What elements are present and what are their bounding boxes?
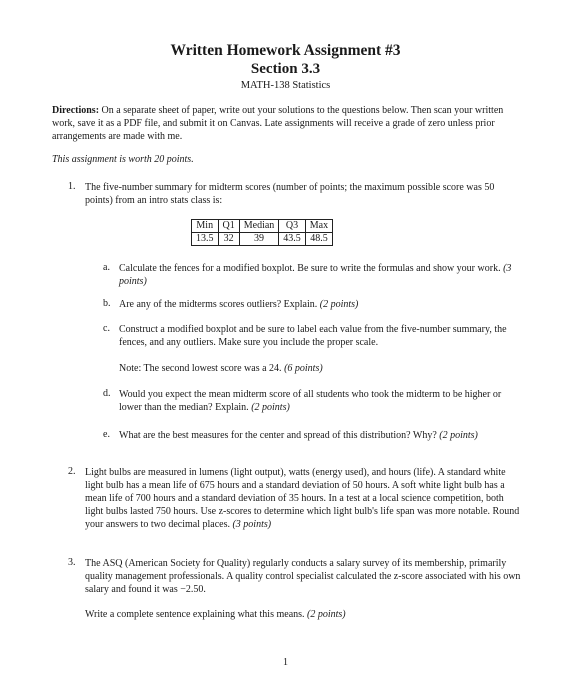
question-2-text: [85, 466, 521, 531]
question-3-points: (2 points): [307, 609, 346, 620]
note-text: Note: The second lowest score was a 24.: [119, 363, 282, 374]
table-header-cell: Q1: [218, 220, 239, 233]
assignment-title: Written Homework Assignment #3: [170, 42, 401, 59]
question-3-followup: [85, 608, 521, 621]
question-1-number: 1.: [68, 181, 76, 192]
part-c-text: Construct a modified boxplot and be sure to label each value from the five-number summary, the fences, and any outliers. Make sure you include the proper scale.: [119, 324, 507, 348]
part-d-text: [119, 388, 521, 414]
part-b-text: [119, 298, 521, 311]
course-name: MATH-138 Statistics: [240, 80, 331, 91]
directions-paragraph: [52, 104, 522, 143]
part-a-text: [119, 262, 521, 288]
five-number-summary-table: [191, 219, 333, 246]
points-worth-note: This assignment is worth 20 points.: [52, 154, 194, 165]
part-d-points: (2 points): [251, 402, 290, 413]
table-value-cell: 13.5: [192, 233, 219, 246]
part-b-label: b.: [103, 298, 111, 309]
part-e-points: (2 points): [439, 430, 478, 441]
table-value-cell: 43.5: [279, 233, 306, 246]
question-2-number: 2.: [68, 466, 76, 477]
table-value-row: [192, 233, 333, 246]
question-2-body: Light bulbs are measured in lumens (light output), watts (energy used), and hours (life). A standard white light bulb has a mean life of 675 hours and a standard deviation of 50 hours. A soft white light bulb has a mean life of 700 hours and a standard deviation of 35 hours. In a test at a local science competition, both light bulbs lasted 750 hours. Use z-scores to determine which light bulb's life span was more notable. Round your answers to two decimal places.: [85, 467, 520, 530]
table-value-cell: 39: [239, 233, 279, 246]
question-1-text: The five-number summary for midterm scores (number of points; the maximum possible score was 50 points) from an intro stats class is:: [85, 182, 495, 206]
table-header-row: [192, 220, 333, 233]
part-d-question: Would you expect the mean midterm score of all students who took the midterm to be higher or lower than the median? Explain.: [119, 389, 502, 413]
part-e-text: [119, 429, 529, 442]
question-3-followup-text: Write a complete sentence explaining what this means.: [85, 609, 305, 620]
table-value-cell: 32: [218, 233, 239, 246]
page-number: 1: [283, 657, 288, 668]
question-3-number: 3.: [68, 557, 76, 568]
part-e-label: e.: [103, 429, 110, 440]
table-header-cell: Max: [305, 220, 332, 233]
table-header-cell: Q3: [279, 220, 306, 233]
part-b-points: (2 points): [319, 299, 359, 310]
note-points: (6 points): [284, 363, 323, 374]
part-b-question: Are any of the midterms scores outliers? Explain.: [119, 299, 318, 310]
directions-text: On a separate sheet of paper, write out your solutions to the questions below. Then scan your written work, save it as a PDF file, and submit it on Canvas. Late assignments will receive a grade of zero unless prior arrangements are made with me.: [52, 105, 504, 142]
question-3-text: The ASQ (American Society for Quality) regularly conducts a salary survey of its membership, primarily quality management professionals. A quality control specialist calculated the z-score associated with his own salary and found it was −2.50.: [85, 558, 521, 595]
part-c-note: [119, 362, 521, 375]
part-c-label: c.: [103, 323, 110, 334]
section-title: Section 3.3: [250, 61, 321, 77]
part-a-label: a.: [103, 262, 110, 273]
part-a-points: (3 points): [119, 263, 512, 287]
directions-label: Directions:: [52, 105, 100, 116]
table-value-cell: 48.5: [305, 233, 332, 246]
table-header-cell: Median: [239, 220, 279, 233]
table-header-cell: Min: [192, 220, 219, 233]
part-d-label: d.: [103, 388, 111, 399]
part-a-question: Calculate the fences for a modified boxplot. Be sure to write the formulas and show your work.: [119, 263, 501, 274]
question-2-points: (3 points): [232, 519, 272, 530]
part-e-question: What are the best measures for the center and spread of this distribution? Why?: [119, 430, 437, 441]
